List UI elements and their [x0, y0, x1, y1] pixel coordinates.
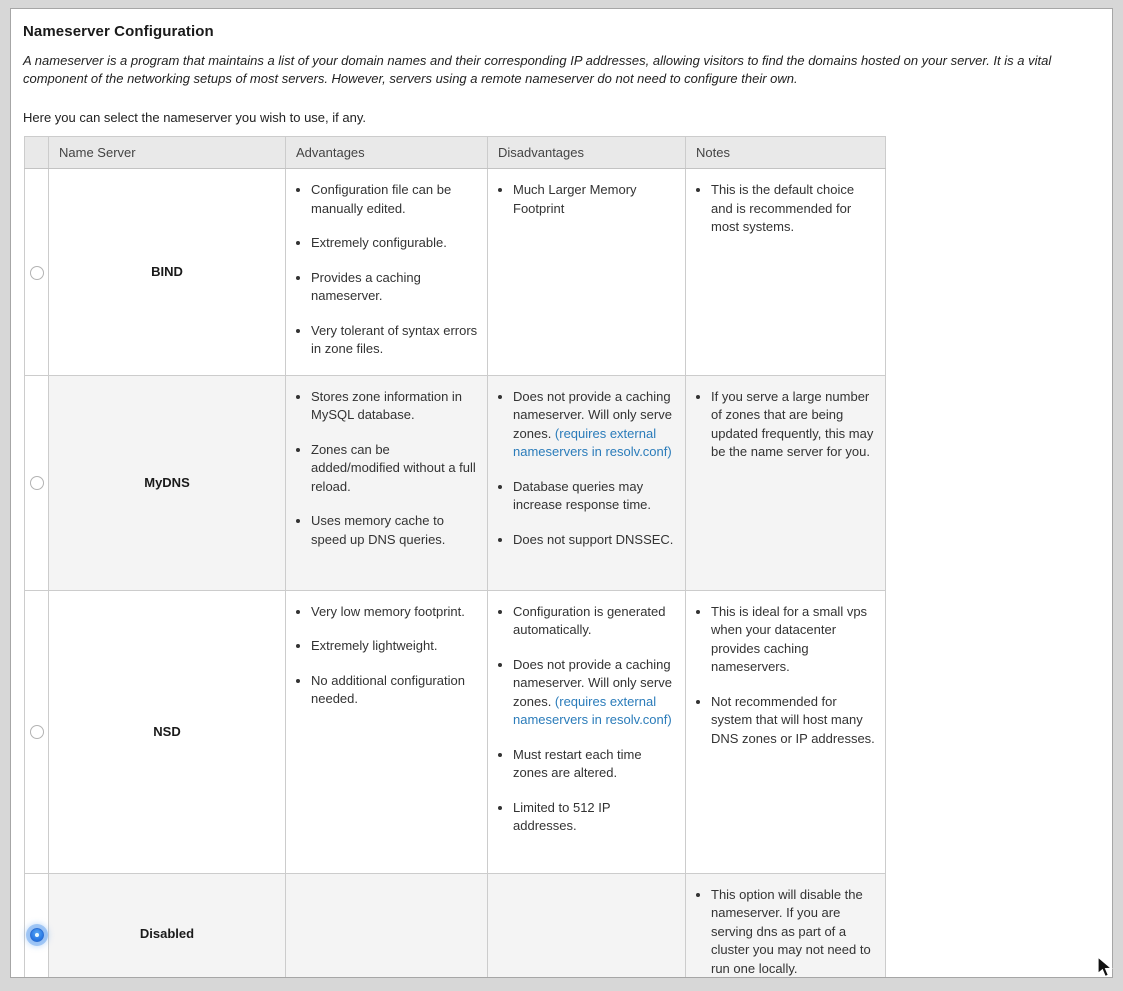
advantages-cell-bind — [286, 169, 488, 376]
radio-disabled[interactable] — [30, 928, 44, 942]
column-header-advantages: Advantages — [286, 137, 488, 169]
table-row-mydns — [25, 375, 886, 590]
list-item: • Very low memory footprint. — [311, 603, 479, 622]
radio-mydns[interactable] — [30, 476, 44, 490]
list-item — [513, 656, 677, 730]
list-item: • Must restart each time zones are altered. — [513, 746, 677, 783]
list-item: • No additional configuration needed. — [311, 672, 479, 709]
nameserver-name-nsd: NSD — [49, 590, 286, 873]
column-header-name-server: Name Server — [49, 137, 286, 169]
page-description: A nameserver is a program that maintains a list of your domain names and their corresponding IP addresses, allowing visitors to find the domains hosted on your server. It is a vital component of the networking setups of most servers. However, servers using a remote nameserver do not need to configure their own. — [23, 53, 1052, 86]
bullet-text: Does not provide a caching nameserver. Will only serve zones. — [513, 656, 672, 709]
list-item: • Configuration is generated automatically. — [513, 603, 677, 640]
radio-cell — [25, 590, 49, 873]
radio-nsd[interactable] — [30, 725, 44, 739]
list-item — [513, 388, 677, 462]
radio-cell — [25, 169, 49, 376]
advantages-cell-nsd — [286, 590, 488, 873]
list-item: • Stores zone information in MySQL database. — [311, 388, 479, 425]
disadvantages-cell-disabled — [488, 873, 686, 978]
nameserver-name-mydns: MyDNS — [49, 375, 286, 590]
resolv-conf-link[interactable]: (requires external nameservers in resolv.conf) — [513, 425, 672, 459]
advantages-cell-disabled — [286, 873, 488, 978]
nameserver-name-bind: BIND — [49, 169, 286, 376]
radio-bind[interactable] — [30, 266, 44, 280]
table-row-nsd — [25, 590, 886, 873]
list-item: • Zones can be added/modified without a full reload. — [311, 441, 479, 497]
list-item: • Configuration file can be manually edited. — [311, 181, 479, 218]
list-item: • This is the default choice and is recommended for most systems. — [711, 181, 877, 237]
notes-cell-disabled — [686, 873, 886, 978]
advantages-cell-mydns — [286, 375, 488, 590]
list-item: • Much Larger Memory Footprint — [513, 181, 677, 218]
instruction-text: Here you can select the nameserver you wish to use, if any. — [23, 110, 366, 125]
notes-cell-mydns — [686, 375, 886, 590]
list-item: • Limited to 512 IP addresses. — [513, 799, 677, 836]
list-item: • Not recommended for system that will host many DNS zones or IP addresses. — [711, 693, 877, 749]
notes-cell-nsd — [686, 590, 886, 873]
notes-cell-bind — [686, 169, 886, 376]
column-header-disadvantages: Disadvantages — [488, 137, 686, 169]
page-title: Nameserver Configuration — [23, 23, 214, 40]
disadvantages-cell-mydns — [488, 375, 686, 590]
nameserver-table — [24, 136, 886, 978]
column-header-radio — [25, 137, 49, 169]
disadvantages-cell-bind — [488, 169, 686, 376]
table-header-row — [25, 137, 886, 169]
list-item: • Uses memory cache to speed up DNS queries. — [311, 512, 479, 549]
nameserver-name-disabled: Disabled — [49, 873, 286, 978]
radio-cell — [25, 873, 49, 978]
resolv-conf-link[interactable]: (requires external nameservers in resolv.conf) — [513, 693, 672, 727]
list-item: • Database queries may increase response time. — [513, 478, 677, 515]
list-item: • Extremely lightweight. — [311, 637, 479, 656]
list-item: • If you serve a large number of zones that are being updated frequently, this may be the name server for you. — [711, 388, 877, 462]
list-item: • Extremely configurable. — [311, 234, 479, 253]
list-item: • Very tolerant of syntax errors in zone files. — [311, 322, 479, 359]
table-row-disabled — [25, 873, 886, 978]
table-row-bind — [25, 169, 886, 376]
column-header-notes: Notes — [686, 137, 886, 169]
content-panel — [10, 8, 1113, 978]
list-item: • Does not support DNSSEC. — [513, 531, 677, 550]
disadvantages-cell-nsd — [488, 590, 686, 873]
radio-cell — [25, 375, 49, 590]
list-item: • This is ideal for a small vps when your datacenter provides caching nameservers. — [711, 603, 877, 677]
list-item: • Provides a caching nameserver. — [311, 269, 479, 306]
bullet-text: Does not provide a caching nameserver. Will only serve zones. — [513, 388, 672, 441]
list-item: • This option will disable the nameserver. If you are serving dns as part of a cluster you may not need to run one locally. — [711, 886, 877, 979]
